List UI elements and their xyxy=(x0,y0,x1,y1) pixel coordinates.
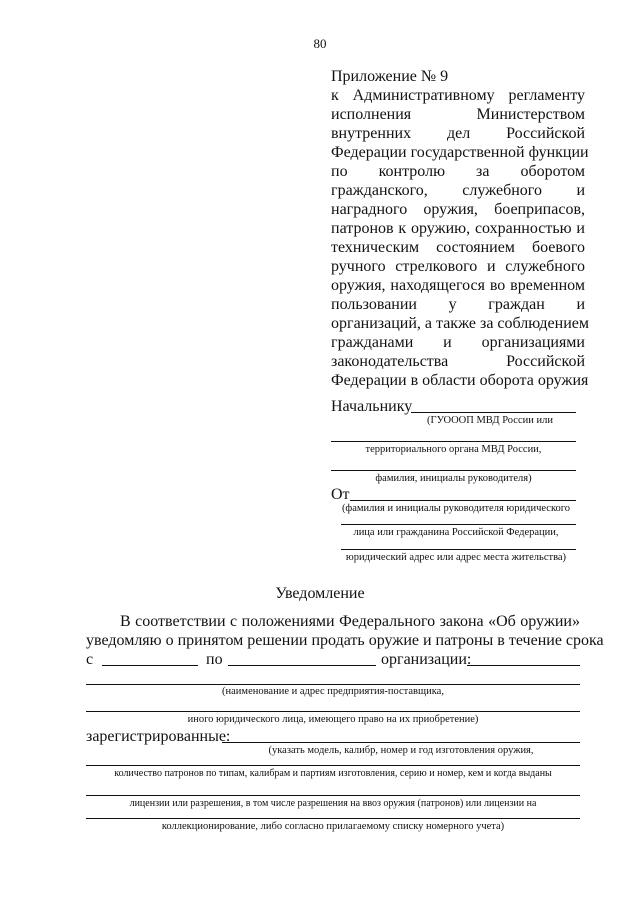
weapon-caption-3: лицензии или разрешения, в том числе разрешения на ввоз оружия (патронов) или лицензии на xyxy=(129,798,537,809)
to-caption-2: территориального органа МВД России, xyxy=(365,444,542,455)
from-field-line xyxy=(350,500,576,501)
appendix-line: организаций, а также за соблюдением xyxy=(331,315,589,332)
appendix-line: пользовании у граждан и xyxy=(331,296,585,313)
appendix-line: к Административному регламенту xyxy=(331,87,585,104)
weapon-line-3 xyxy=(86,795,580,796)
organization-label: организации: xyxy=(381,651,472,668)
appendix-line: гражданского, служебного и xyxy=(331,182,585,199)
page-number: 80 xyxy=(313,36,327,51)
date-to-label: по xyxy=(206,651,223,668)
to-field-line-2 xyxy=(331,441,576,442)
organization-line xyxy=(467,665,580,666)
weapon-caption-2: количество патронов по типам, калибрам и партиям изготовления, серию и номер, кем и когда выданы xyxy=(114,768,552,779)
date-to-line xyxy=(228,665,376,666)
appendix-line: наградного оружия, боеприпасов, xyxy=(331,201,585,218)
notice-line-1: В соответствии с положениями Федерального закона «Об оружии» xyxy=(120,613,580,630)
to-label: Начальнику xyxy=(331,398,413,415)
appendix-line: исполнения Министерством xyxy=(331,106,585,123)
from-caption-3: юридический адрес или адрес места жительства) xyxy=(345,552,567,563)
appendix-line: Федерации государственной функции xyxy=(331,144,589,161)
date-from-label: с xyxy=(86,651,94,668)
from-caption-1: (фамилия и инициалы руководителя юридического xyxy=(341,503,571,514)
appendix-line: техническим состоянием боевого xyxy=(331,239,585,256)
appendix-line: Федерации в области оборота оружия xyxy=(331,372,589,389)
to-caption-1: (ГУОООП МВД России или xyxy=(427,415,553,426)
supplier-line xyxy=(86,684,580,685)
from-field-line-3 xyxy=(341,549,576,550)
supplier-caption-1: (наименование и адрес предприятия-поставщика, xyxy=(222,686,444,697)
registered-line xyxy=(222,742,580,743)
from-label: От xyxy=(331,486,350,503)
to-field-line xyxy=(411,412,576,413)
appendix-line: законодательства Российской xyxy=(331,353,585,370)
from-caption-2: лица или гражданина Российской Федерации, xyxy=(353,527,559,538)
supplier-line-2 xyxy=(86,711,580,712)
date-from-line xyxy=(102,665,198,666)
to-field-line-3 xyxy=(331,470,576,471)
weapon-caption-4: коллекционирование, либо согласно прилагаемому списку номерного учета) xyxy=(161,821,505,832)
notice-title: Уведомление xyxy=(275,585,365,602)
supplier-caption-2: иного юридического лица, имеющего право на их приобретение) xyxy=(187,714,479,725)
appendix-line: ручного стрелкового и служебного xyxy=(331,258,585,275)
appendix-line: оружия, находящегося во временном xyxy=(331,277,585,294)
from-field-line-2 xyxy=(341,524,576,525)
appendix-line: гражданами и организациями xyxy=(331,334,585,351)
appendix-line: внутренних дел Российской xyxy=(331,125,585,142)
notice-line-2: уведомляю о принятом решении продать оружие и патроны в течение срока xyxy=(86,632,604,649)
appendix-line: патронов к оружию, сохранностью и xyxy=(331,220,585,237)
weapon-line-2 xyxy=(86,765,580,766)
registered-label: зарегистрированные: xyxy=(86,728,231,745)
to-caption-3: фамилия, инициалы руководителя) xyxy=(375,473,532,484)
weapon-line-4 xyxy=(86,818,580,819)
appendix-line: по контролю за оборотом xyxy=(331,163,585,180)
weapon-caption-1: (указать модель, калибр, номер и год изготовления оружия, xyxy=(268,745,534,756)
appendix-title: Приложение № 9 xyxy=(331,68,449,85)
